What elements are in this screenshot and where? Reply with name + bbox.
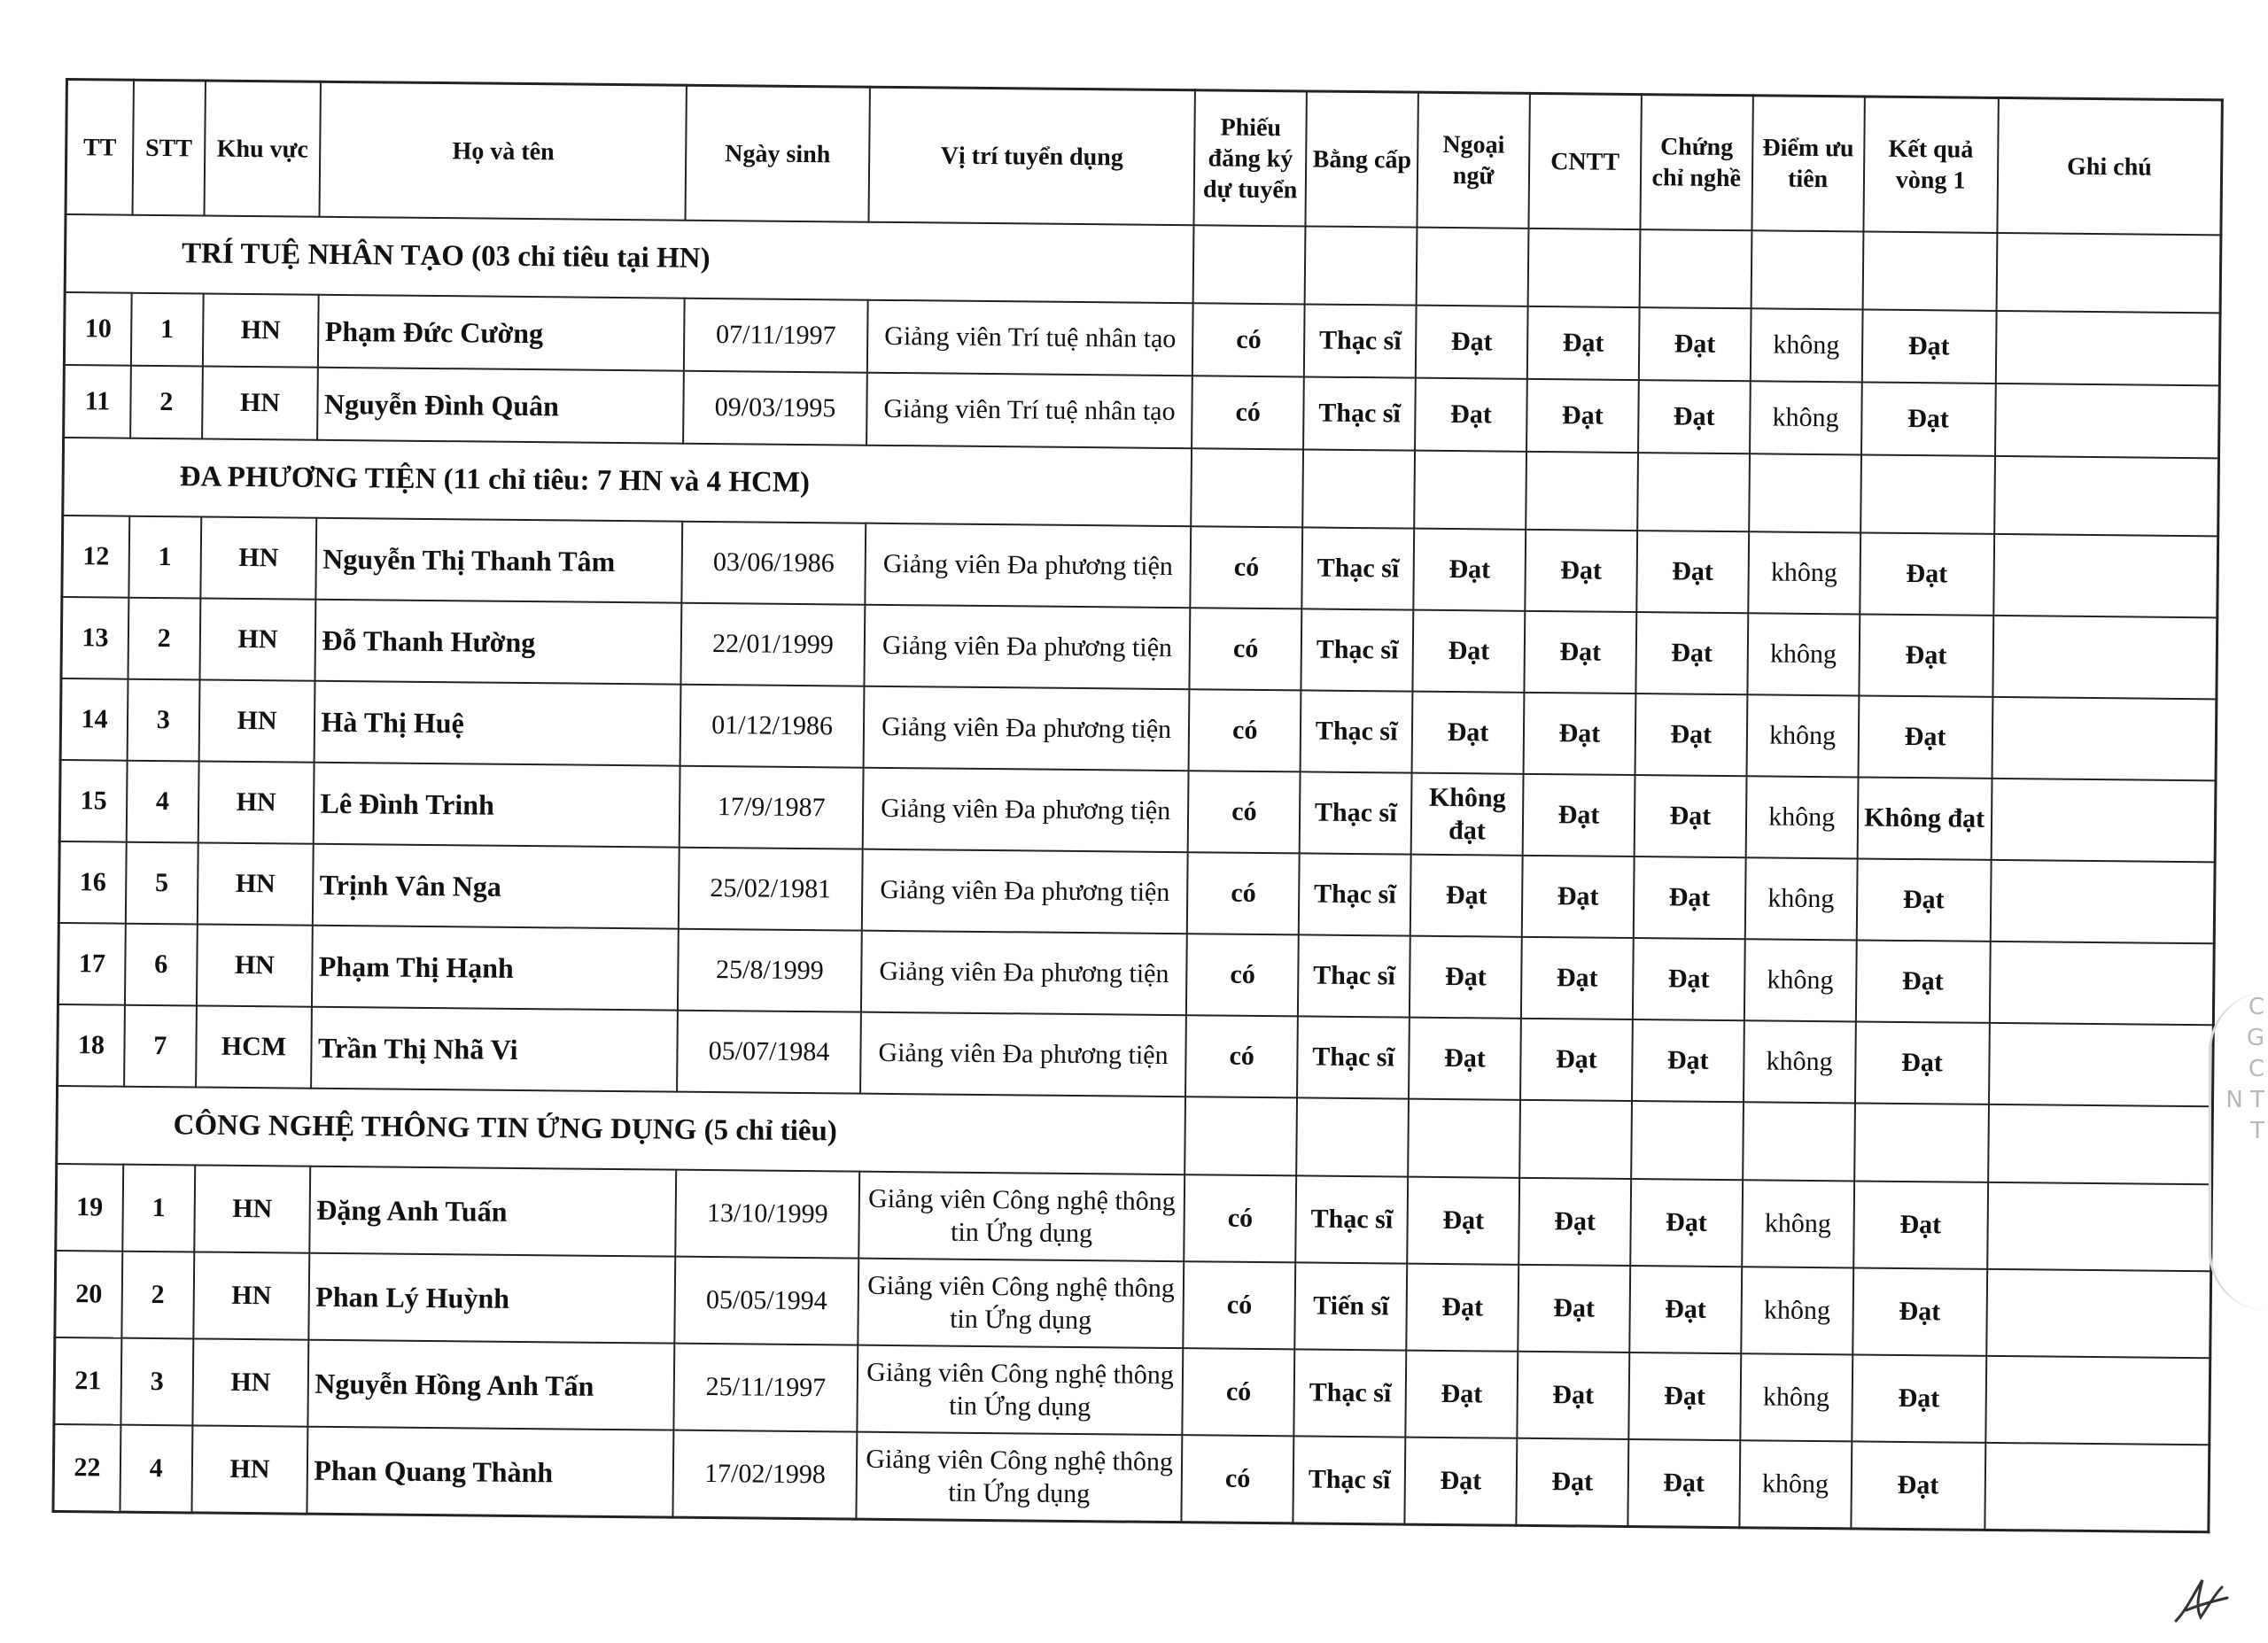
cell-ho-ten: Trịnh Vân Nga (313, 844, 680, 929)
cell-ngoai-ngu: Đạt (1409, 1018, 1521, 1100)
section-empty-cell (1302, 449, 1415, 528)
cell-chung-chi: Đạt (1630, 1179, 1743, 1267)
cell-stt: 6 (125, 924, 197, 1006)
cell-ngay-sinh: 17/02/1998 (673, 1430, 857, 1519)
stamp-fragment (2209, 992, 2268, 1311)
cell-tt: 17 (58, 923, 125, 1005)
cell-vi-tri: Giảng viên Công nghệ thông tin Ứng dụng (857, 1345, 1183, 1436)
cell-khu-vuc: HN (191, 1425, 308, 1514)
section-title: CÔNG NGHỆ THÔNG TIN ỨNG DỤNG (5 chỉ tiêu) (57, 1086, 1186, 1174)
cell-ghi-chu (1985, 1356, 2210, 1445)
col-header-ngay-sinh: Ngày sinh (686, 85, 870, 221)
cell-ngoai-ngu: Đạt (1407, 1177, 1519, 1265)
cell-vi-tri: Giảng viên Công nghệ thông tin Ứng dụng (856, 1432, 1182, 1523)
cell-ket-qua: Đạt (1855, 940, 1990, 1022)
col-header-ket-qua: Kết quả vòng 1 (1863, 97, 1999, 233)
cell-stt: 7 (124, 1005, 196, 1088)
cell-ket-qua: Đạt (1858, 695, 1992, 778)
cell-bang-cap: Thạc sĩ (1302, 527, 1415, 609)
cell-ket-qua: Đạt (1856, 858, 1991, 941)
section-empty-cell (1631, 1101, 1744, 1180)
cell-ho-ten: Nguyễn Thị Thanh Tâm (316, 518, 683, 603)
section-empty-cell (1414, 451, 1526, 530)
cell-ho-ten: Lê Đình Trinh (314, 763, 680, 848)
cell-ngay-sinh: 09/03/1995 (683, 371, 866, 446)
cell-ket-qua: Không đạt (1857, 777, 1992, 859)
cell-cntt: Đạt (1526, 379, 1639, 453)
cell-phieu: có (1187, 852, 1300, 934)
cell-stt: 2 (130, 366, 202, 439)
stamp-text: T (2250, 1118, 2264, 1145)
col-header-stt: STT (133, 80, 206, 215)
cell-ho-ten: Nguyễn Hồng Anh Tấn (308, 1340, 675, 1430)
cell-tt: 18 (58, 1004, 125, 1087)
cell-cntt: Đạt (1516, 1438, 1628, 1527)
cell-ghi-chu (1990, 942, 2215, 1025)
table-body (53, 214, 2221, 1532)
section-empty-cell (1305, 226, 1418, 305)
cell-cntt: Đạt (1524, 611, 1636, 694)
cell-ngay-sinh: 03/06/1986 (682, 522, 866, 605)
cell-ho-ten: Đỗ Thanh Hường (315, 600, 682, 685)
cell-ngay-sinh: 01/12/1986 (680, 685, 864, 768)
table-header-row (66, 80, 2222, 236)
cell-ghi-chu (1992, 616, 2218, 699)
cell-bang-cap: Thạc sĩ (1300, 771, 1412, 854)
cell-ho-ten: Hà Thị Huệ (315, 681, 681, 766)
cell-cntt: Đạt (1527, 306, 1640, 380)
cell-phieu: có (1184, 1174, 1297, 1262)
cell-ngoai-ngu: Đạt (1406, 1264, 1518, 1352)
section-empty-cell (1296, 1097, 1409, 1176)
cell-chung-chi: Đạt (1635, 612, 1748, 694)
cell-tt: 21 (54, 1337, 121, 1425)
cell-vi-tri: Giảng viên Công nghệ thông tin Ứng dụng (858, 1259, 1184, 1349)
cell-chung-chi: Đạt (1632, 1019, 1744, 1102)
cell-ho-ten: Nguyễn Đình Quân (318, 368, 685, 444)
cell-stt: 5 (126, 842, 198, 925)
cell-khu-vuc: HN (194, 1165, 311, 1252)
cell-chung-chi: Đạt (1628, 1352, 1741, 1440)
cell-ngoai-ngu: Đạt (1405, 1438, 1518, 1526)
cell-stt: 3 (128, 679, 199, 762)
cell-ho-ten: Phan Quang Thành (307, 1427, 674, 1517)
section-empty-cell (1751, 230, 1863, 309)
section-empty-cell (1988, 1104, 2213, 1184)
section-empty-cell (1860, 454, 1995, 533)
cell-tt: 12 (62, 515, 129, 598)
cell-ngay-sinh: 22/01/1999 (681, 603, 865, 686)
cell-diem-uu-tien: không (1747, 613, 1860, 695)
section-empty-cell (1749, 453, 1861, 532)
cell-vi-tri: Giảng viên Công nghệ thông tin Ứng dụng (858, 1172, 1184, 1262)
cell-ngay-sinh: 25/11/1997 (674, 1344, 858, 1432)
cell-bang-cap: Thạc sĩ (1303, 376, 1416, 450)
cell-diem-uu-tien: không (1746, 694, 1859, 777)
cell-bang-cap: Tiến sĩ (1295, 1262, 1408, 1350)
cell-ket-qua: Đạt (1861, 382, 1996, 455)
col-header-phieu: Phiếu đăng ký dự tuyển (1194, 90, 1307, 227)
stamp-text: G (2246, 1025, 2264, 1052)
col-header-ghi-chu: Ghi chú (1997, 97, 2222, 235)
section-empty-cell (1417, 228, 1529, 306)
cell-diem-uu-tien: không (1742, 1180, 1854, 1267)
cell-ho-ten: Trần Thị Nhã Vi (312, 1007, 679, 1092)
cell-ghi-chu (1991, 779, 2216, 862)
section-empty-cell (1526, 452, 1638, 531)
cell-ngoai-ngu: Đạt (1413, 610, 1526, 693)
cell-tt: 19 (56, 1164, 123, 1252)
cell-diem-uu-tien: không (1740, 1353, 1852, 1441)
cell-diem-uu-tien: không (1739, 1440, 1852, 1529)
cell-tt: 16 (58, 841, 126, 924)
section-empty-cell (1862, 231, 1997, 310)
section-empty-cell (1994, 456, 2219, 536)
cell-bang-cap: Thạc sĩ (1293, 1436, 1406, 1524)
cell-bang-cap: Thạc sĩ (1301, 608, 1414, 691)
cell-phieu: có (1184, 1261, 1296, 1349)
cell-bang-cap: Thạc sĩ (1297, 1016, 1410, 1098)
cell-stt: 3 (120, 1338, 192, 1426)
cell-ho-ten: Phạm Thị Hạnh (312, 926, 679, 1011)
cell-vi-tri: Giảng viên Trí tuệ nhân tạo (866, 373, 1192, 449)
stamp-text: C (2248, 1056, 2264, 1083)
cell-cntt: Đạt (1522, 856, 1635, 938)
cell-vi-tri: Giảng viên Đa phương tiện (860, 1012, 1186, 1097)
col-header-cntt: CNTT (1528, 93, 1641, 229)
cell-ghi-chu (1990, 860, 2215, 943)
cell-diem-uu-tien: không (1744, 939, 1857, 1021)
cell-khu-vuc: HN (200, 516, 317, 599)
cell-ngoai-ngu: Đạt (1405, 1351, 1518, 1438)
cell-diem-uu-tien: không (1741, 1267, 1853, 1354)
cell-ghi-chu (1995, 311, 2220, 385)
cell-ghi-chu (1989, 1023, 2214, 1106)
cell-khu-vuc: HCM (196, 1005, 313, 1088)
cell-ket-qua: Đạt (1860, 532, 1994, 615)
cell-bang-cap: Thạc sĩ (1295, 1175, 1408, 1263)
cell-khu-vuc: HN (198, 679, 315, 762)
stamp-text: C (2248, 994, 2264, 1020)
cell-bang-cap: Thạc sĩ (1304, 304, 1417, 377)
cell-ho-ten: Phạm Đức Cường (318, 295, 685, 371)
cell-ngay-sinh: 05/07/1984 (677, 1011, 860, 1094)
cell-ngay-sinh: 17/9/1987 (680, 766, 863, 849)
section-empty-cell (1185, 1097, 1298, 1175)
col-header-diem-uu-tien: Điểm ưu tiên (1751, 96, 1864, 232)
cell-ngay-sinh: 07/11/1997 (684, 298, 867, 373)
section-empty-cell (1854, 1103, 1989, 1182)
cell-cntt: Đạt (1517, 1352, 1629, 1439)
cell-vi-tri: Giảng viên Đa phương tiện (861, 931, 1187, 1016)
cell-vi-tri: Giảng viên Đa phương tiện (863, 686, 1189, 771)
cell-cntt: Đạt (1518, 1178, 1631, 1266)
section-empty-cell (1193, 225, 1306, 304)
cell-chung-chi: Đạt (1629, 1266, 1742, 1353)
cell-phieu: có (1185, 1015, 1298, 1097)
cell-stt: 1 (122, 1165, 194, 1252)
cell-cntt: Đạt (1524, 693, 1636, 775)
cell-phieu: có (1189, 689, 1301, 771)
cell-cntt: Đạt (1520, 1019, 1633, 1101)
col-header-vi-tri: Vị trí tuyển dụng (868, 87, 1195, 225)
cell-khu-vuc: HN (197, 924, 314, 1006)
cell-khu-vuc: HN (202, 366, 319, 439)
col-header-tt: TT (66, 80, 134, 215)
cell-stt: 2 (128, 598, 200, 680)
col-header-ho-ten: Họ và tên (320, 81, 687, 220)
cell-ghi-chu (1995, 384, 2220, 458)
cell-tt: 20 (55, 1251, 122, 1338)
col-header-khu-vuc: Khu vực (204, 81, 321, 217)
cell-ket-qua: Đạt (1861, 309, 1996, 383)
cell-tt: 15 (59, 760, 127, 842)
cell-khu-vuc: HN (199, 598, 316, 680)
cell-chung-chi: Đạt (1634, 856, 1746, 939)
cell-ghi-chu (1986, 1269, 2211, 1358)
section-empty-cell (1637, 453, 1750, 531)
section-empty-cell (1519, 1100, 1632, 1179)
cell-cntt: Đạt (1525, 530, 1637, 612)
cell-ngay-sinh: 25/8/1999 (678, 929, 861, 1012)
candidate-results-table (51, 78, 2223, 1533)
cell-chung-chi: Đạt (1627, 1439, 1740, 1528)
cell-ngoai-ngu: Đạt (1413, 529, 1526, 611)
cell-diem-uu-tien: không (1748, 531, 1860, 614)
cell-ket-qua: Đạt (1859, 614, 1993, 696)
cell-ghi-chu (1992, 697, 2217, 780)
cell-ho-ten: Đặng Anh Tuấn (310, 1166, 677, 1257)
col-header-bang-cap: Bằng cấp (1306, 91, 1418, 228)
section-empty-cell (1528, 229, 1641, 307)
cell-chung-chi: Đạt (1635, 775, 1747, 857)
section-empty-cell (1996, 233, 2221, 313)
cell-ket-qua: Đạt (1853, 1181, 1988, 1268)
cell-tt: 11 (64, 365, 131, 438)
section-empty-cell (1408, 1099, 1520, 1178)
cell-bang-cap: Thạc sĩ (1301, 690, 1413, 772)
cell-diem-uu-tien: không (1744, 1020, 1856, 1103)
section-empty-cell (1743, 1102, 1855, 1181)
cell-ngoai-ngu: Đạt (1412, 692, 1525, 774)
cell-diem-uu-tien: không (1745, 776, 1858, 858)
cell-tt: 10 (64, 292, 131, 366)
cell-stt: 1 (131, 293, 203, 367)
section-title: ĐA PHƯƠNG TIỆN (11 chỉ tiêu: 7 HN và 4 HCM) (63, 438, 1192, 526)
cell-tt: 13 (61, 597, 128, 679)
cell-ngoai-ngu: Đạt (1410, 855, 1523, 937)
cell-ngay-sinh: 25/02/1981 (679, 848, 862, 931)
cell-ghi-chu (1993, 534, 2218, 617)
cell-chung-chi: Đạt (1638, 380, 1751, 453)
cell-phieu: có (1183, 1348, 1295, 1436)
cell-phieu: có (1192, 376, 1304, 449)
cell-phieu: có (1186, 934, 1299, 1016)
cell-ngoai-ngu: Đạt (1416, 306, 1528, 379)
cell-vi-tri: Giảng viên Trí tuệ nhân tạo (867, 300, 1193, 376)
cell-ket-qua: Đạt (1855, 1021, 1990, 1104)
cell-ngoai-ngu: Đạt (1415, 378, 1527, 452)
col-header-chung-chi: Chứng chỉ nghề (1640, 95, 1752, 231)
cell-tt: 14 (60, 678, 128, 761)
cell-ghi-chu (1987, 1182, 2212, 1271)
cell-ghi-chu (1984, 1443, 2210, 1532)
cell-phieu: có (1182, 1435, 1294, 1523)
section-empty-cell (1639, 229, 1751, 308)
cell-stt: 1 (128, 516, 200, 599)
cell-ket-qua: Đạt (1852, 1354, 1986, 1442)
cell-ket-qua: Đạt (1851, 1441, 1985, 1530)
cell-stt: 4 (127, 761, 198, 843)
cell-bang-cap: Thạc sĩ (1294, 1349, 1407, 1437)
cell-vi-tri: Giảng viên Đa phương tiện (862, 768, 1188, 853)
cell-bang-cap: Thạc sĩ (1299, 853, 1411, 935)
cell-chung-chi: Đạt (1639, 307, 1751, 381)
cell-khu-vuc: HN (197, 842, 314, 925)
cell-diem-uu-tien: không (1750, 381, 1862, 454)
cell-tt: 22 (53, 1424, 120, 1512)
cell-ngoai-ngu: Không đạt (1411, 773, 1524, 856)
cell-chung-chi: Đạt (1633, 938, 1745, 1020)
cell-diem-uu-tien: không (1744, 857, 1857, 940)
stamp-text: N T (2225, 1087, 2264, 1114)
cell-ho-ten: Phan Lý Huỳnh (309, 1253, 676, 1344)
cell-khu-vuc: HN (192, 1338, 309, 1426)
cell-vi-tri: Giảng viên Đa phương tiện (862, 849, 1188, 934)
cell-vi-tri: Giảng viên Đa phương tiện (864, 605, 1190, 690)
cell-khu-vuc: HN (198, 761, 315, 843)
cell-ngay-sinh: 05/05/1994 (675, 1257, 858, 1345)
col-header-ngoai-ngu: Ngoại ngữ (1418, 92, 1530, 229)
cell-ket-qua: Đạt (1852, 1267, 1987, 1355)
cell-ngay-sinh: 13/10/1999 (676, 1170, 859, 1259)
signature-initials (2169, 1575, 2233, 1628)
section-title: TRÍ TUỆ NHÂN TẠO (03 chỉ tiêu tại HN) (65, 214, 1194, 303)
cell-vi-tri: Giảng viên Đa phương tiện (865, 523, 1191, 608)
section-empty-cell (1192, 448, 1304, 527)
cell-phieu: có (1192, 303, 1305, 376)
cell-khu-vuc: HN (202, 294, 319, 368)
cell-stt: 4 (120, 1425, 192, 1513)
cell-chung-chi: Đạt (1636, 531, 1749, 613)
cell-ngoai-ngu: Đạt (1410, 936, 1522, 1019)
cell-cntt: Đạt (1523, 774, 1635, 856)
cell-phieu: có (1188, 771, 1301, 853)
cell-cntt: Đạt (1518, 1265, 1630, 1352)
cell-chung-chi: Đạt (1635, 694, 1747, 776)
cell-khu-vuc: HN (193, 1252, 310, 1339)
cell-phieu: có (1191, 526, 1303, 608)
cell-cntt: Đạt (1521, 937, 1634, 1019)
cell-stt: 2 (121, 1252, 193, 1339)
cell-bang-cap: Thạc sĩ (1298, 934, 1410, 1017)
results-sheet (51, 78, 2223, 1533)
cell-phieu: có (1190, 608, 1302, 690)
cell-diem-uu-tien: không (1751, 308, 1863, 382)
